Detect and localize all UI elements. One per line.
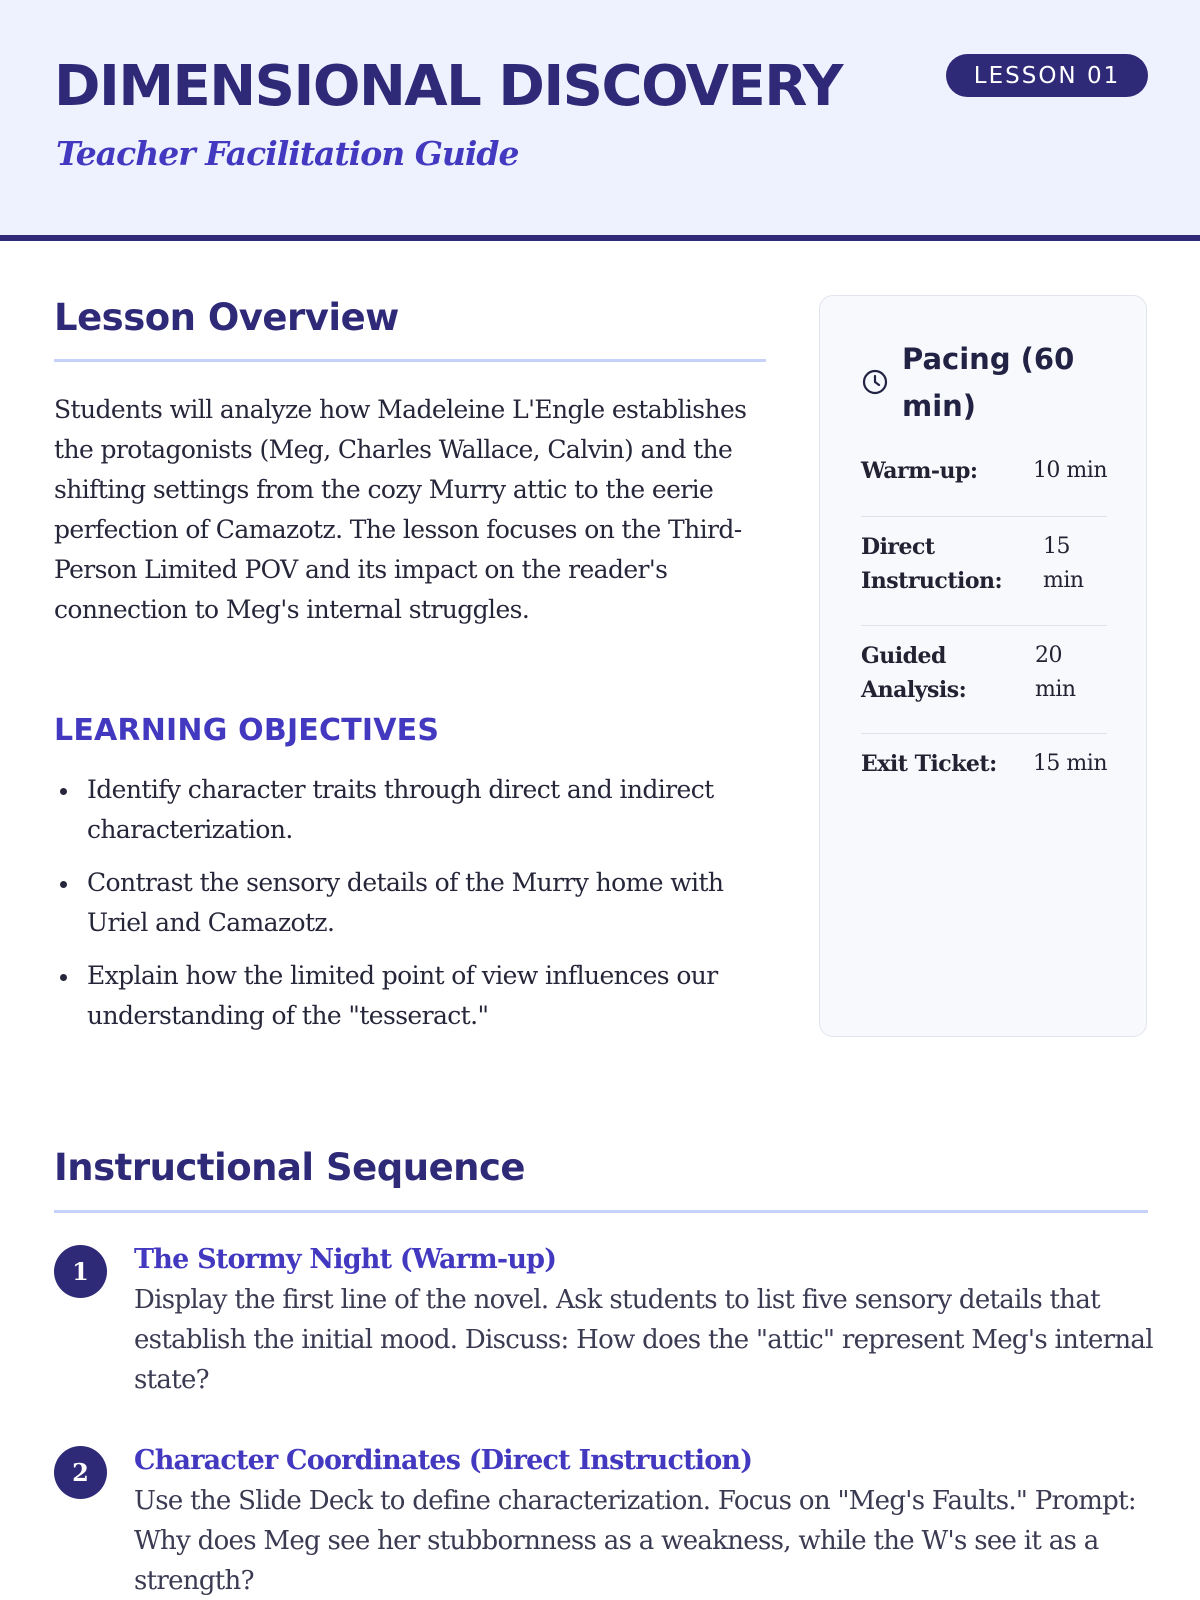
pacing-label: Guided Analysis: [861, 643, 967, 703]
sequence-heading: Instructional Sequence [54, 1146, 526, 1189]
pacing-value: 20 min [1035, 643, 1076, 702]
objective-item: Explain how the limited point of view influences our understanding of the "tesseract." [54, 956, 774, 1036]
objectives-heading: LEARNING OBJECTIVES [54, 713, 440, 748]
objectives-list [54, 770, 774, 1049]
page-header [0, 0, 1200, 241]
pacing-divider [861, 516, 1107, 517]
step-number-badge: 1 [54, 1245, 107, 1298]
pacing-row-direct-instruction [861, 530, 1107, 598]
objective-item: Contrast the sensory details of the Murry home with Uriel and Camazotz. [54, 863, 774, 943]
clock-icon [861, 368, 889, 396]
step-number-badge: 2 [54, 1446, 107, 1499]
sequence-divider [54, 1210, 1148, 1213]
pacing-row-warmup [861, 454, 1107, 488]
pacing-value: 10 min [1032, 458, 1107, 483]
pacing-divider [861, 733, 1107, 734]
pacing-divider [861, 625, 1107, 626]
step-title: The Stormy Night (Warm-up) [134, 1244, 557, 1275]
pacing-value: 15 min [1043, 534, 1084, 593]
step-title: Character Coordinates (Direct Instruction) [134, 1445, 753, 1476]
lesson-badge: LESSON 01 [946, 54, 1148, 97]
pacing-value: 15 min [1032, 751, 1107, 776]
step-body: Display the first line of the novel. Ask students to list five sensory details that establish the initial mood. Discuss: How does the "attic" represent Meg's internal state? [134, 1285, 1153, 1395]
pacing-label: Exit Ticket: [861, 751, 997, 777]
pacing-card [819, 295, 1147, 1037]
pacing-label: Warm-up: [861, 458, 978, 484]
pacing-label: Direct Instruction: [861, 534, 1003, 594]
overview-paragraph: Students will analyze how Madeleine L'Engle establishes the protagonists (Meg, Charles Wallace, Calvin) and the shifting settings from the cozy Murry attic to the eerie perfection of Camazotz. The lesson focuses on the Third-Person Limited POV and its impact on the reader's connection to Meg's internal struggles. [54, 395, 747, 624]
objective-item: Identify character traits through direct and indirect characterization. [54, 770, 774, 850]
document-subtitle: Teacher Facilitation Guide [56, 134, 519, 173]
pacing-title: Pacing (60 min) [902, 342, 1075, 423]
document-title: DIMENSIONAL DISCOVERY [54, 54, 842, 119]
overview-heading: Lesson Overview [54, 296, 399, 339]
step-body: Use the Slide Deck to define characterization. Focus on "Meg's Faults." Prompt: Why does Meg see her stubbornness as a weakness, while the W's see it as a strength? [134, 1486, 1136, 1596]
pacing-row-guided-analysis [861, 639, 1107, 707]
pacing-row-exit-ticket [861, 747, 1107, 781]
overview-divider [54, 359, 766, 362]
